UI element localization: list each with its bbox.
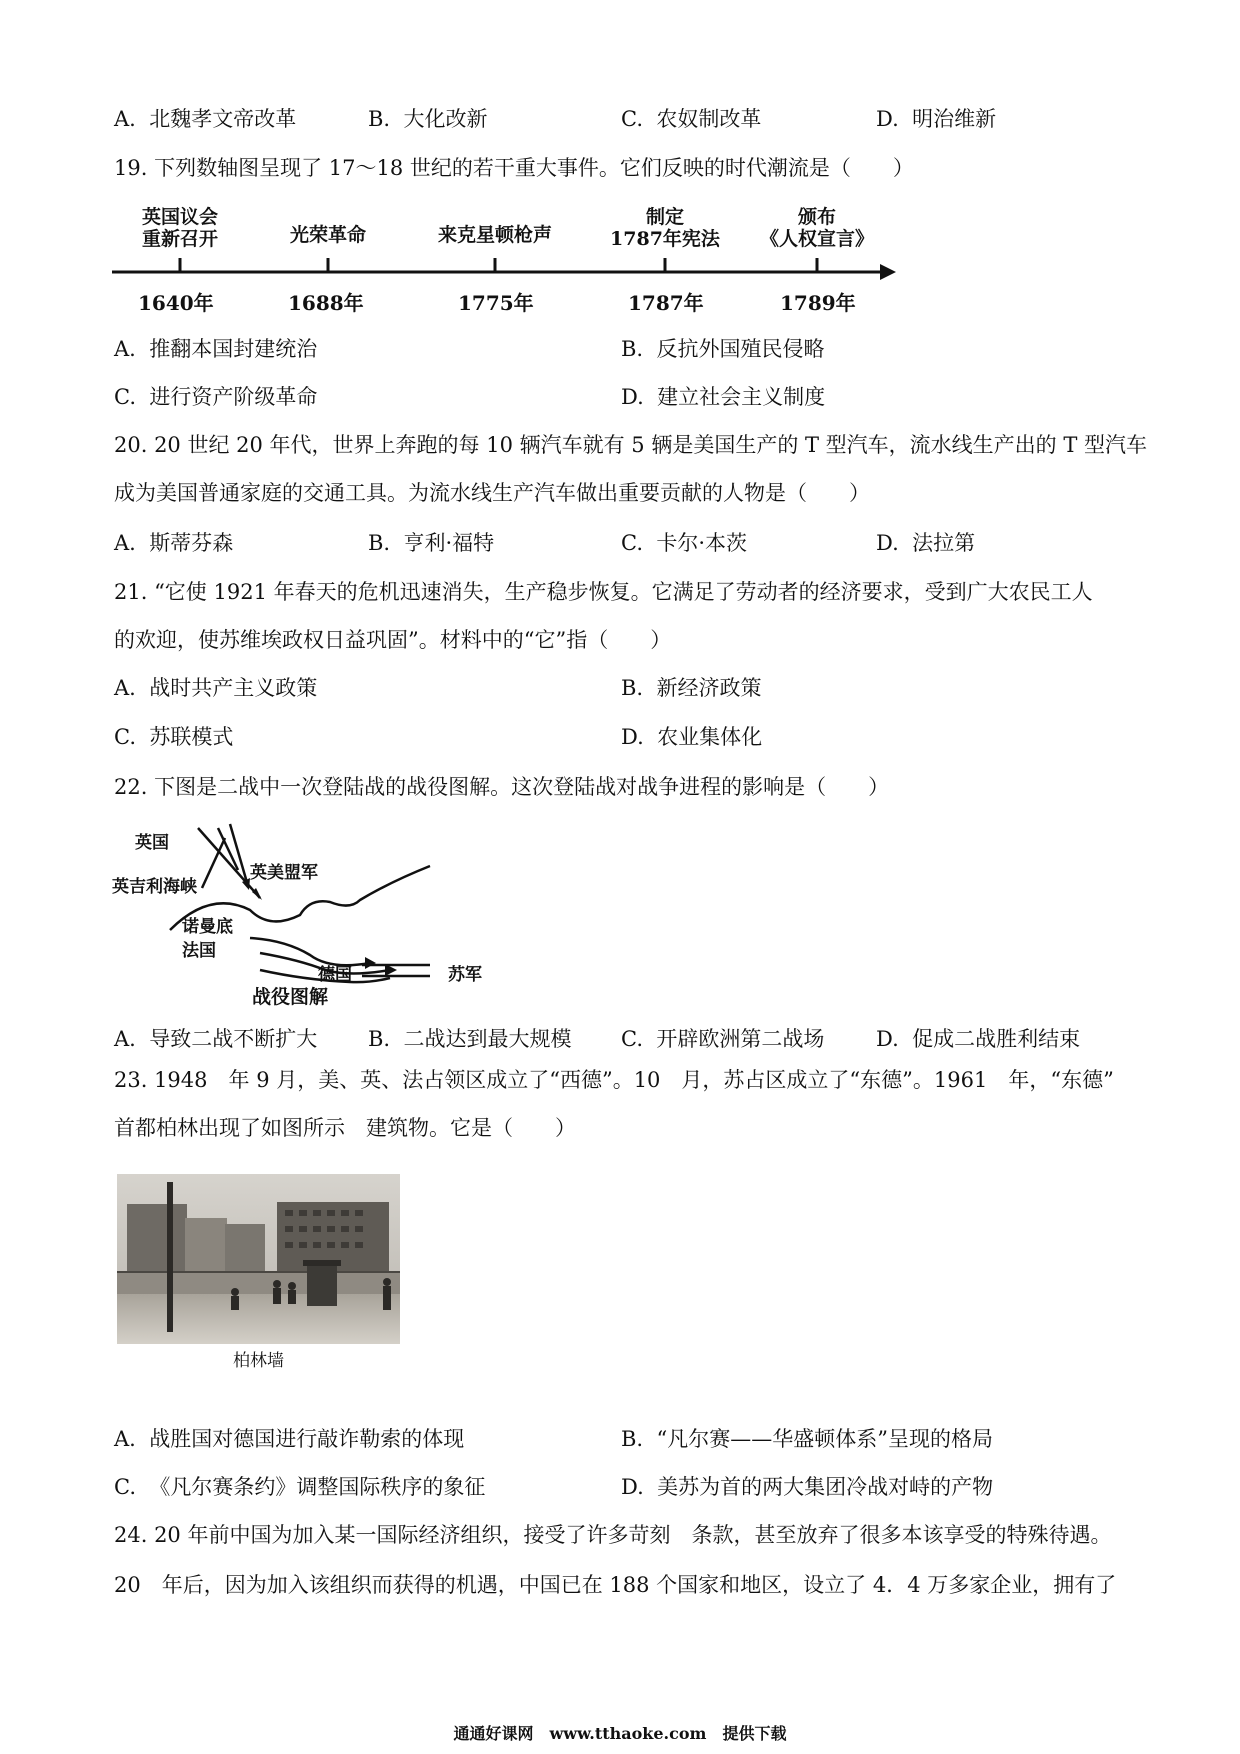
- q22-option-b: B. 二战达到最大规模: [368, 1027, 572, 1051]
- label-britain: 英国: [135, 833, 169, 853]
- q19-timeline: [110, 200, 910, 320]
- map-caption: 战役图解: [252, 986, 329, 1008]
- q21-stem-line2: 的欢迎，使苏维埃政权日益巩固”。材料中的“它”指（ ）: [114, 628, 672, 652]
- label-france: 法国: [182, 941, 216, 961]
- normandy-arrow-1: [250, 938, 370, 965]
- year-1640: 1640年: [138, 291, 214, 315]
- year-1787: 1787年: [628, 291, 704, 315]
- q24-stem-line1: 24. 20 年前中国为加入某一国际经济组织，接受了许多苛刻 条款，甚至放弃了很多本该享受的特殊待遇。: [114, 1523, 1112, 1547]
- event-1640: 英国议会 重新召开: [141, 206, 218, 250]
- q23-option-a: A. 战胜国对德国进行敲诈勒索的体现: [114, 1427, 465, 1451]
- page-footer: 通通好课网 www.tthaoke.com 提供下载: [453, 1724, 787, 1743]
- q23-option-d: D. 美苏为首的两大集团冷战对峙的产物: [621, 1475, 994, 1499]
- berlin-wall-photo: [117, 1174, 400, 1371]
- label-germany: 德国: [318, 965, 352, 985]
- event-1787: 制定 1787年宪法: [610, 206, 720, 250]
- q21-option-b: B. 新经济政策: [621, 676, 762, 700]
- q23-stem-line1: 23. 1948 年 9 月，美、英、法占领区成立了“西德”。10 月，苏占区成立了“东德”。1961 年，“东德”: [114, 1068, 1114, 1092]
- event-1789: 颁布 《人权宣言》: [759, 206, 874, 250]
- year-1789: 1789年: [780, 291, 856, 315]
- year-1688: 1688年: [288, 291, 364, 315]
- q19-option-d: D. 建立社会主义制度: [621, 385, 826, 409]
- allied-arrow-4: [230, 824, 248, 886]
- q18-option-b: B. 大化改新: [368, 107, 488, 131]
- label-soviet: 苏军: [448, 965, 482, 985]
- q18-option-c: C. 农奴制改革: [621, 107, 762, 131]
- q19-option-b: B. 反抗外国殖民侵略: [621, 337, 825, 361]
- q19-option-a: A. 推翻本国封建统治: [114, 337, 318, 361]
- q19-stem: 19. 下列数轴图呈现了 17～18 世纪的若干重大事件。它们反映的时代潮流是（ ）: [114, 156, 914, 180]
- q22-option-d: D. 促成二战胜利结束: [876, 1027, 1081, 1051]
- q23-option-b: B. “凡尔赛——华盛顿体系”呈现的格局: [621, 1427, 993, 1451]
- q23-stem-line2: 首都柏林出现了如图所示 建筑物。它是（ ）: [114, 1116, 576, 1140]
- q18-option-d: D. 明治维新: [876, 107, 997, 131]
- q20-option-c: C. 卡尔·本茨: [621, 531, 748, 555]
- berlin-wall-image: [117, 1174, 400, 1344]
- q21-option-d: D. 农业集体化: [621, 725, 763, 749]
- q19-option-c: C. 进行资产阶级革命: [114, 385, 318, 409]
- q22-option-c: C. 开辟欧洲第二战场: [621, 1027, 825, 1051]
- q21-stem-line1: 21. “它使 1921 年春天的危机迅速消失，生产稳步恢复。它满足了劳动者的经济要求，受到广大农民工人: [114, 580, 1093, 604]
- event-1688: 光荣革命: [289, 224, 366, 246]
- q21-option-a: A. 战时共产主义政策: [114, 676, 318, 700]
- q18-option-a: A. 北魏孝文帝改革: [114, 107, 297, 131]
- label-normandy: 诺曼底: [182, 917, 233, 937]
- year-1775: 1775年: [458, 291, 534, 315]
- q23-option-c: C. 《凡尔赛条约》调整国际秩序的象征: [114, 1475, 486, 1499]
- q20-option-a: A. 斯蒂芬森: [114, 531, 234, 555]
- photo-caption: 柏林墙: [233, 1351, 284, 1371]
- q22-battle-map: [110, 820, 480, 1010]
- q20-option-d: D. 法拉第: [876, 531, 976, 555]
- q21-option-c: C. 苏联模式: [114, 725, 234, 749]
- event-1775: 来克星顿枪声: [437, 224, 552, 246]
- q24-stem-line2: 20 年后，因为加入该组织而获得的机遇，中国已在 188 个国家和地区，设立了 4．4 万多家企业，拥有了: [114, 1573, 1117, 1597]
- q20-stem-line1: 20. 20 世纪 20 年代，世界上奔跑的每 10 辆汽车就有 5 辆是美国生产的 T 型汽车，流水线生产出的 T 型汽车: [114, 433, 1148, 457]
- label-allies: 英美盟军: [250, 863, 318, 883]
- q20-option-b: B. 亨利·福特: [368, 531, 495, 555]
- q20-stem-line2: 成为美国普通家庭的交通工具。为流水线生产汽车做出重要贡献的人物是（ ）: [114, 481, 870, 505]
- q22-option-a: A. 导致二战不断扩大: [114, 1027, 318, 1051]
- q22-stem: 22. 下图是二战中一次登陆战的战役图解。这次登陆战对战争进程的影响是（ ）: [114, 775, 890, 799]
- label-channel: 英吉利海峡: [112, 877, 197, 897]
